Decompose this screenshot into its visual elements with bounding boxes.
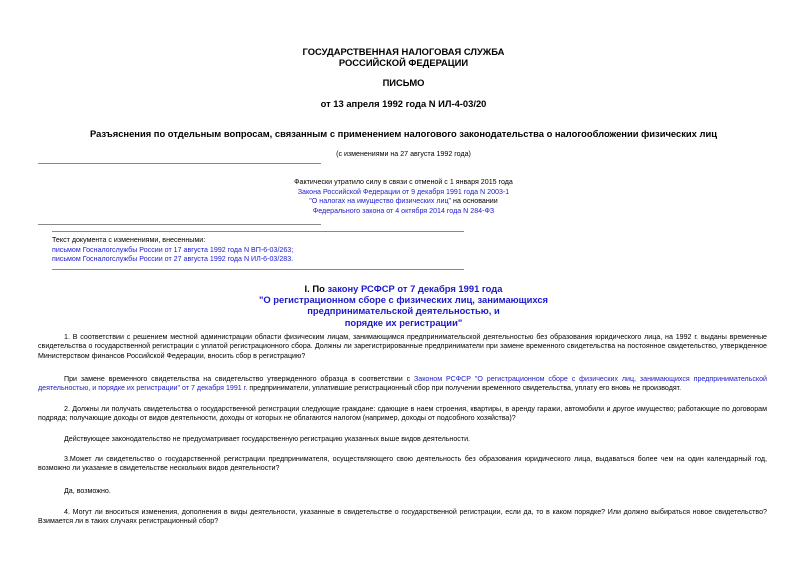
paragraph-3-text: 2. Должны ли получать свидетельства о государственной регистрации следующие граждане: сдающие в наем строения, квартиры, в аренду гаражи, автомобили и другое имущество; работающие по договорам подряда; получающие доходы от видов деятельности, доходы от которых не облагаются налогом (например, доходы от подсобного хозяйства)? <box>38 405 767 423</box>
paragraph-4-text: Действующее законодательство не предусматривает государственную регистрацию указанных выше видов деятельности. <box>64 435 471 443</box>
paragraph-2-end: предприниматели, уплатившие регистрационный сбор при получении временного свидетельства, уплату его вновь не производят. <box>247 384 682 393</box>
amendment-note: (с изменениями на 27 августа 1992 года) <box>336 150 471 158</box>
section-law-link-2[interactable]: "О регистрационном сборе с физических лиц, занимающихся <box>258 294 549 306</box>
paragraph-3 <box>38 405 767 424</box>
expiry-federal-law-link[interactable]: Федерального закона от 4 октября 2014 года N 284-ФЗ <box>312 206 495 215</box>
paragraph-2-law-link[interactable]: Законом РСФСР "О регистрационном сборе с физических лиц, занимающихся предпринимательской деятельностью, и порядке их регистрации" от 7 декабря 1991 г. <box>38 375 767 393</box>
doc-type: ПИСЬМО <box>382 77 425 88</box>
section-law-link-3[interactable]: предпринимательской деятельностью, и <box>307 305 500 317</box>
changes-intro: Текст документа с изменениями, внесенными: <box>52 236 206 244</box>
section-law-link-1[interactable]: закону РСФСР от 7 декабря 1991 года <box>327 283 503 294</box>
section-prefix: I. По <box>304 283 328 294</box>
paragraph-2 <box>38 375 767 394</box>
section-law-link-4[interactable]: порядке их регистрации" <box>344 316 463 328</box>
expiry-line-1: Фактически утратило силу в связи с отменой с 1 января 2015 года <box>294 178 513 186</box>
paragraph-4 <box>38 435 767 444</box>
agency-line-2: РОССИЙСКОЙ ФЕДЕРАЦИИ <box>338 57 469 68</box>
separator-line <box>38 163 321 164</box>
paragraph-6-text: Да, возможно. <box>64 487 111 495</box>
expiry-law-link[interactable]: Закона Российской Федерации от 9 декабря 1991 года N 2003-1 <box>297 187 510 196</box>
doc-date-number: от 13 апреля 1992 года N ИЛ-4-03/20 <box>320 98 487 109</box>
expiry-line-3-tail: на основании <box>451 197 498 206</box>
paragraph-1 <box>38 333 767 361</box>
paragraph-1-text: 1. В соответствии с решением местной администрации области физическим лицам, занимающимся предпринимательской деятельностью без образования юридического лица, на 1992 г. выданы временные свидетельства о государственной регистрации с уплатой регистрационного сбора. Должны ли зарегистрированные предприниматели при замене временного свидетельства на постоянное свидетельство, утвержденное Министерством финансов Российской Федерации, вносить сбор в регистрацию? <box>38 333 767 360</box>
paragraph-6 <box>38 487 767 496</box>
paragraph-7-text: 4. Могут ли вноситься изменения, дополнения в виды деятельности, указанные в свидетельстве о государственной регистрации, если да, то в каком порядке? Или должно выбираться новое свидетельство? Взимается ли в таких случаях регистрационный сбор? <box>38 508 767 526</box>
separator-line <box>52 231 464 232</box>
paragraph-7 <box>38 508 767 527</box>
agency-name <box>0 46 807 68</box>
separator-line <box>38 224 321 225</box>
paragraph-5-text: 3.Может ли свидетельство о государственной регистрации предпринимателя, осуществляющего свою деятельность без образования юридического лица, выдаваться более чем на один календарный год, возможно ли указание в свидетельстве нескольких видов деятельности? <box>38 455 767 473</box>
expiry-note <box>0 178 807 216</box>
section-heading <box>0 283 807 328</box>
separator-line <box>52 269 464 270</box>
changes-block <box>52 236 293 265</box>
change-letter-link-2[interactable]: письмом Госналогслужбы России от 27 августа 1992 года N ИЛ-6-03/283. <box>52 255 294 263</box>
agency-line-1: ГОСУДАРСТВЕННАЯ НАЛОГОВАЯ СЛУЖБА <box>302 46 505 57</box>
doc-title: Разъяснения по отдельным вопросам, связанным с применением налогового законодательства о налогообложении физических лиц <box>90 128 717 139</box>
paragraph-2-start: При замене временного свидетельства на свидетельство утвержденного образца в соответствии с <box>64 375 415 383</box>
paragraph-5 <box>38 455 767 474</box>
expiry-law-title-link[interactable]: "О налогах на имущество физических лиц" <box>309 197 452 206</box>
change-letter-link-1[interactable]: письмом Госналогслужбы России от 17 августа 1992 года N ВП-6-03/263; <box>52 245 294 254</box>
